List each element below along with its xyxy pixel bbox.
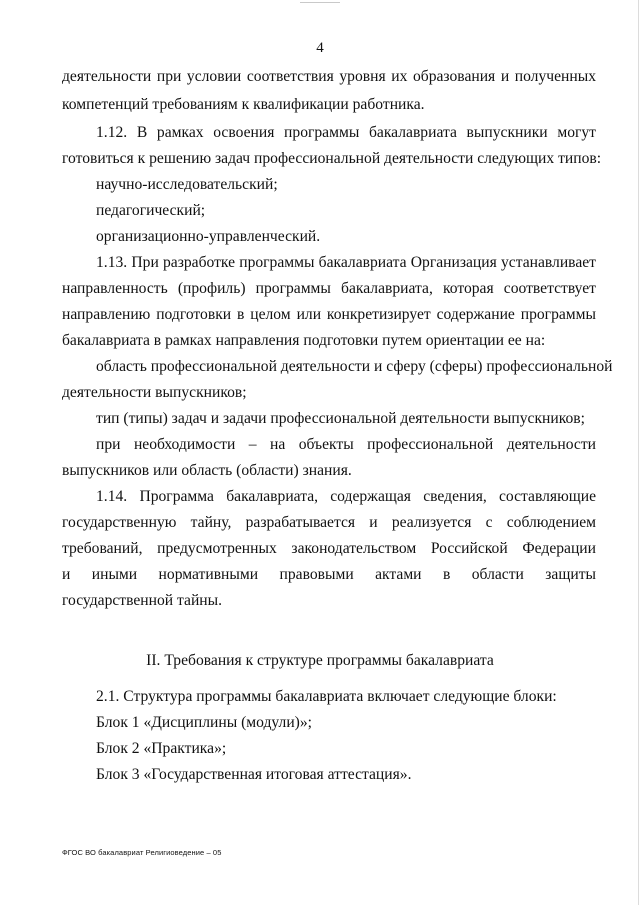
list-item: Блок 1 «Дисциплины (модули)»;: [96, 714, 312, 731]
text-line: тип (типы) задач и задачи профессиональной деятельности выпускников;: [96, 410, 585, 427]
text-line: государственной тайны.: [62, 592, 223, 609]
text-line: готовиться к решению задач профессиональной деятельности следующих типов:: [62, 150, 602, 167]
text-line: 1.14. Программа бакалавриата, содержащая сведения, составляющие: [96, 488, 596, 505]
scan-right-edge: [638, 0, 639, 905]
text-line: направлению подготовки в целом или конкретизирует содержание программы: [62, 306, 596, 323]
text-line: 1.13. При разработке программы бакалавриата Организация устанавливает: [96, 254, 596, 271]
text-line: направленность (профиль) программы бакалавриата, которая соответствует: [62, 280, 596, 297]
list-item: педагогический;: [96, 202, 206, 219]
text-line: 2.1. Структура программы бакалавриата включает следующие блоки:: [96, 688, 557, 705]
list-item: научно-исследовательский;: [96, 176, 278, 193]
text-line: выпускников или область (области) знания.: [62, 462, 352, 479]
list-item: Блок 2 «Практика»;: [96, 740, 227, 757]
text-line: деятельности при условии соответствия уровня их образования и полученных: [62, 68, 596, 85]
list-item: Блок 3 «Государственная итоговая аттестация».: [96, 766, 412, 783]
text-line: при необходимости – на объекты профессиональной деятельности: [96, 436, 596, 453]
text-line: 1.12. В рамках освоения программы бакалавриата выпускники могут: [96, 124, 596, 141]
text-line: бакалавриата в рамках направления подготовки путем ориентации ее на:: [62, 332, 546, 349]
scan-edge-mark: [300, 2, 340, 3]
document-footer: ФГОС ВО бакалавриат Религиоведение – 05: [62, 848, 222, 857]
page-number: 4: [316, 40, 324, 56]
text-line: область профессиональной деятельности и сферу (сферы) профессиональной: [96, 358, 613, 375]
text-line: и иными нормативными правовыми актами в области защиты: [62, 566, 596, 583]
section-heading: II. Требования к структуре программы бакалавриата: [146, 652, 494, 669]
text-line: компетенций требованиям к квалификации работника.: [62, 96, 425, 113]
text-line: деятельности выпускников;: [62, 384, 247, 401]
text-line: государственную тайну, разрабатывается и реализуется с соблюдением: [62, 514, 596, 531]
text-line: требований, предусмотренных законодательством Российской Федерации: [62, 540, 596, 557]
list-item: организационно-управленческий.: [96, 228, 321, 245]
